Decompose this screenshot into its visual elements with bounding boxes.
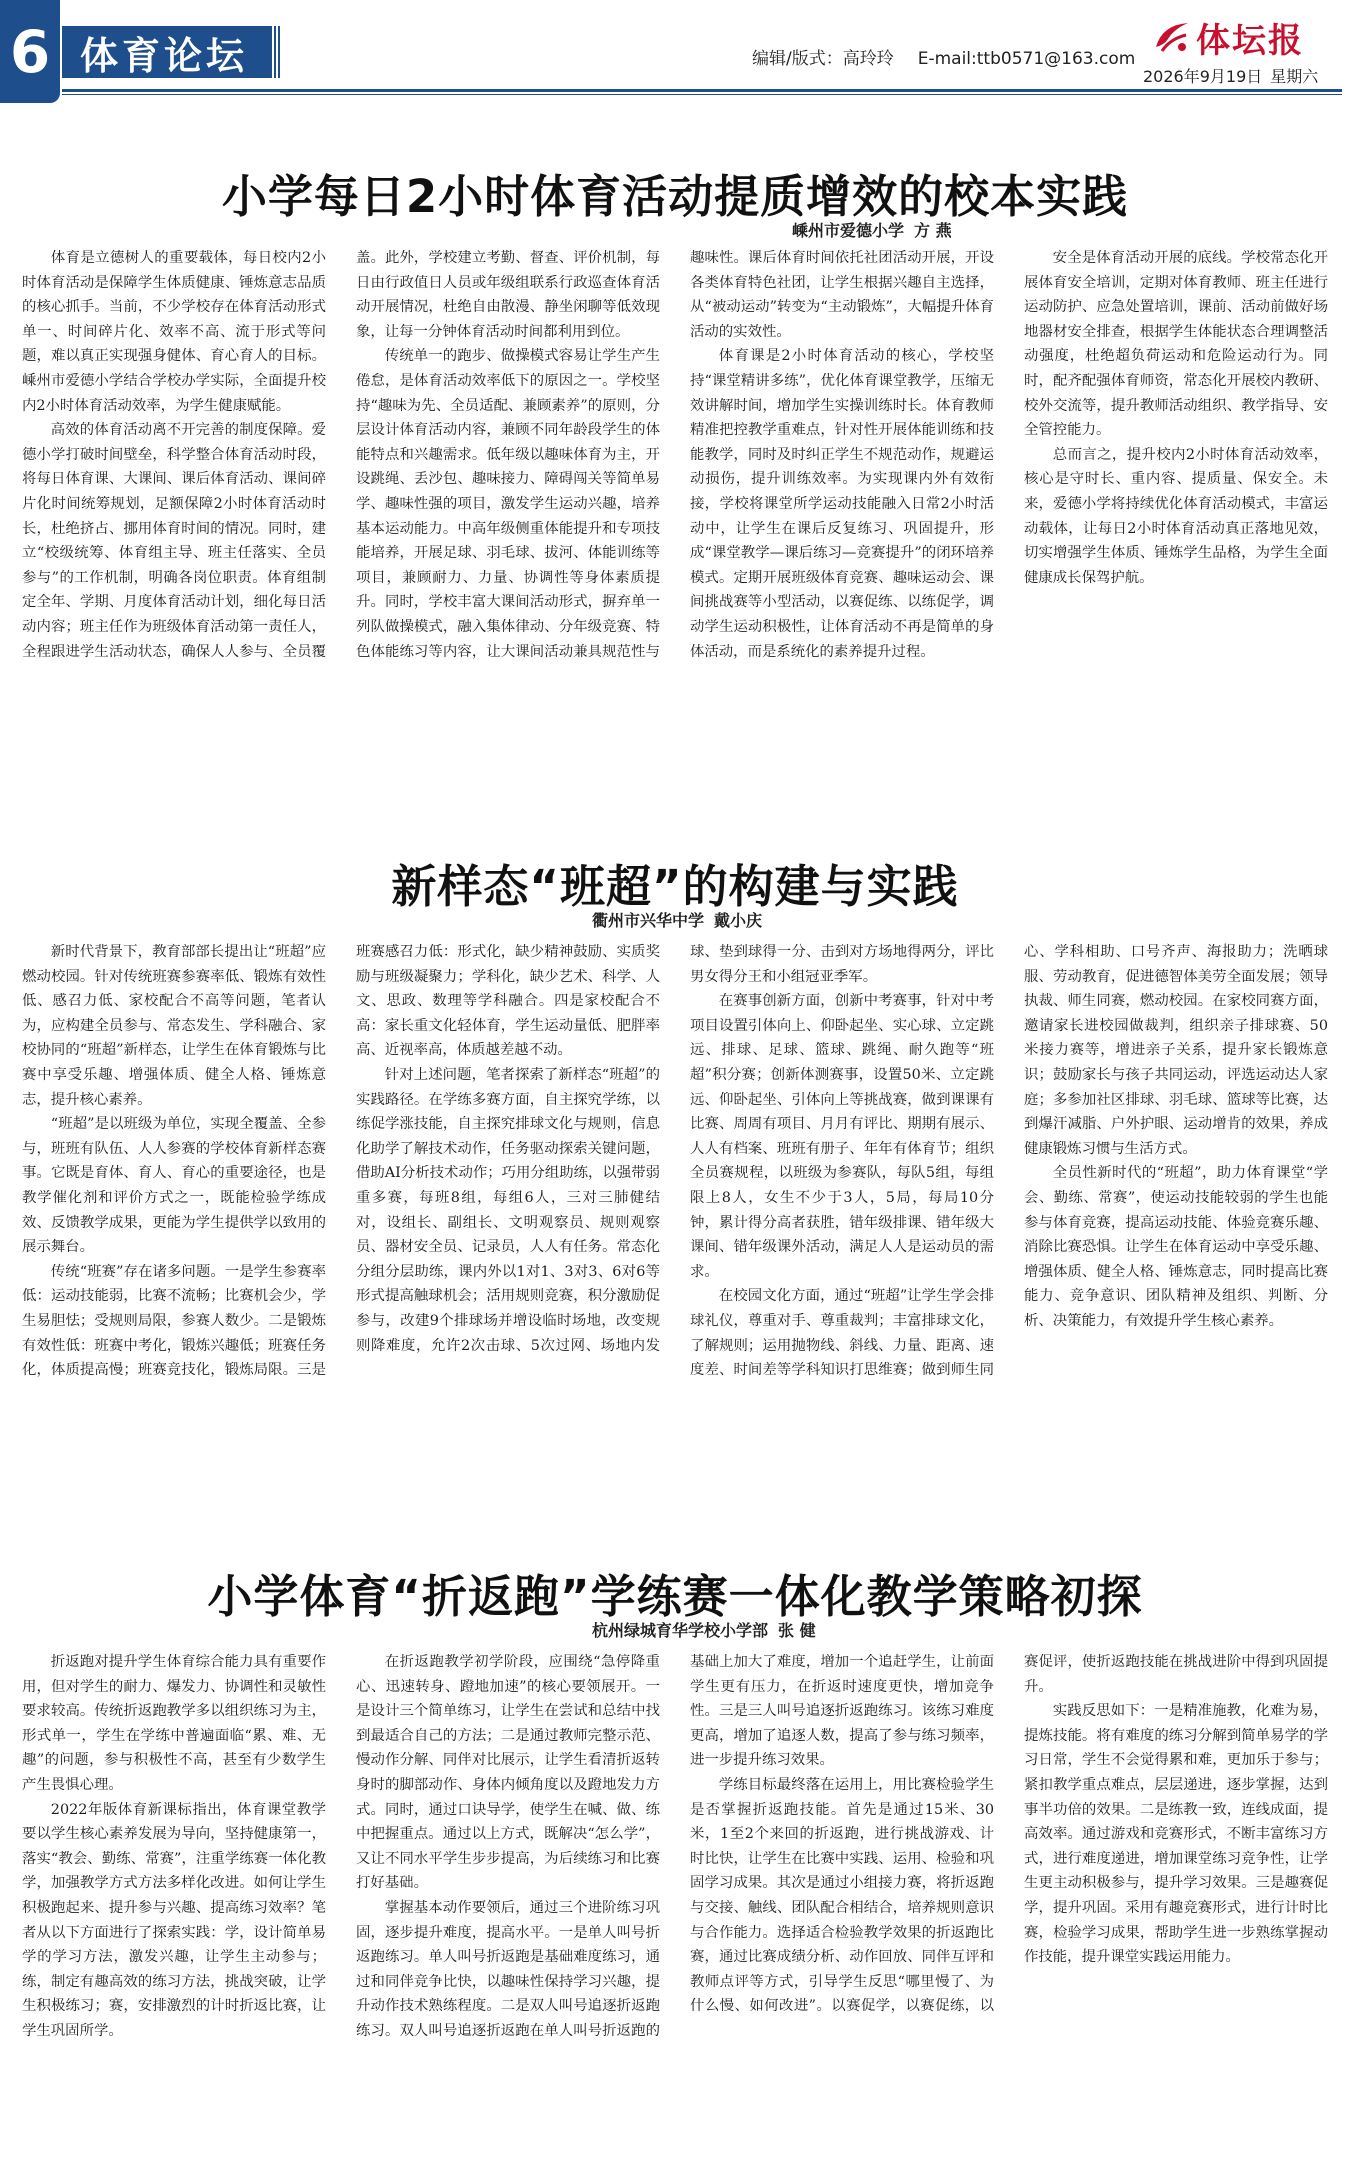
article <box>22 160 1328 760</box>
article-paragraph: 高效的体育活动离不开完善的制度保障。爱德小学打破时间壁垒，科学整合体育活动时段，将每日体育课、大课间、课后体育活动、课间碎片化时间统筹规划，足额保障2小时体育活动时长，杜绝挤占、挪用体育时间的情况。同时，建立“校级统筹、体育组主导、班主任落实、全员参与”的工作机制，明确各岗位职责。体育组制定全年、学期、月度体育活动计划，细化每日活动内容；班主任作为班级体育活动第一责任人，全程跟进学生活动状态，确保人人参与、全员覆盖。此外，学校建立考勤、督查、评价机制，每日由行政值日人员或年级组联系行政巡查体育活动开展情况，杜绝自由散漫、静坐闲聊等低效现象，让每一分钟体育活动时间都利用到位。 <box>22 250 660 660</box>
masthead <box>0 0 1350 103</box>
section-stripes-decoration <box>274 26 282 78</box>
editor-line <box>752 44 1159 69</box>
article-body <box>22 940 1328 1460</box>
page-number-tab: 6 <box>0 0 60 103</box>
article-body <box>22 246 1328 746</box>
article-paragraph: “班超”是以班级为单位，实现全覆盖、全参与，班班有队伍、人人参赛的学校体育新样态赛事。它既是育体、育人、育心的重要途径，也是教学催化剂和评价方式之一，既能检验学练成效、反馈教学成果，更能为学生提供学以致用的展示舞台。 <box>22 1116 326 1256</box>
issue-weekday: 星期六 <box>1270 67 1319 86</box>
article-paragraph: 2022年版体育新课标指出，体育课堂教学要以学生核心素养发展为导向，坚持健康第一，落实“教会、勤练、常赛”，注重学练赛一体化教学，加强教学方式方法多样化改进。如何让学生积极跑起来、提升参与兴趣、提高练习效率？笔者从以下方面进行了探索实践：学，设计简单易学的学习方法，激发兴趣，让学生主动参与；练，制定有趣高效的练习方法，挑战突破，让学生积极练习；赛，安排激烈的计时折返比赛，让学生巩固所学。 <box>22 1801 326 2039</box>
article-paragraph: 折返跑对提升学生体育综合能力具有重要作用，但对学生的耐力、爆发力、协调性和灵敏性要求较高。传统折返跑教学多以组织练习为主，形式单一，学生在学练中普遍面临“累、难、无趣”的问题，参与积极性不高，甚至有少数学生产生畏惧心理。 <box>22 1654 326 1793</box>
article-paragraph: 传统“班赛”存在诸多问题。一是学生参赛率低：运动技能弱，比赛不流畅；比赛机会少，学生易胆怯；受规则局限，参赛人数少。二是锻炼有效性低：班赛中考化，锻炼兴趣低；班赛任务化，体质提高慢；班赛竞技化，锻炼局限。三是班赛感召力低：形式化，缺少精神鼓励、实质奖励与班级凝聚力；学科化，缺少艺术、科学、人文、思政、数理等学科融合。四是家校配合不高：家长重文化轻体育，学生运动量低、肥胖率高、近视率高，体质越差越不动。 <box>22 944 660 1379</box>
article-paragraph: 体育是立德树人的重要载体，每日校内2小时体育活动是保障学生体质健康、锤炼意志品质的核心抓手。当前，不少学校存在体育活动形式单一、时间碎片化、效率不高、流于形式等问题，难以真正实现强身健体、育心育人的目标。嵊州市爱德小学结合学校办学实际，全面提升校内2小时体育活动效率，为学生健康赋能。 <box>22 250 326 414</box>
article-paragraph: 在折返跑教学初学阶段，应围绕“急停降重心、迅速转身、蹬地加速”的核心要领展开。一是设计三个简单练习，让学生在尝试和总结中找到最适合自己的方法；二是通过教师完整示范、慢动作分解、同伴对比展示，让学生看清折返转身时的脚部动作、身体内倾角度以及蹬地发力方式。同时，通过口诀导学，使学生在喊、做、练中把握重点。通过以上方式，既解决“怎么学”，又让不同水平学生步步提高，为后续练习和比赛打好基础。 <box>356 1654 660 1892</box>
article-byline <box>592 1618 826 1641</box>
article-byline <box>792 218 962 241</box>
article <box>22 1560 1328 2150</box>
header-rule-thin <box>62 94 1342 95</box>
article-body <box>22 1650 1328 2130</box>
article-paragraph: 在赛事创新方面，创新中考赛事，针对中考项目设置引体向上、仰卧起坐、实心球、立定跳远、排球、足球、篮球、跳绳、耐久跑等“班超”积分赛；创新体测赛事，设置50米、立定跳远、仰卧起坐、引体向上等挑战赛，做到课课有比赛、周周有项目、月月有评比、期期有展示、人人有档案、班班有册子、年年有体育节；组织全员赛规程，以班级为参赛队，每队5组，每组限上8人，女生不少于3人，5局，每局10分钟，累计得分高者获胜，错年级排课、错年级大课间、错年级课外活动，满足人人是运动员的需求。 <box>690 993 994 1280</box>
article-paragraph: 新时代背景下，教育部部长提出让“班超”应燃动校园。针对传统班赛参赛率低、锻炼有效性低、感召力低、家校配合不高等问题，笔者认为，应构建全员参与、常态发生、学科融合、家校协同的“班超”新样态，让学生在体育锻炼与比赛中享受乐趣、增强体质、健全人格、锤炼意志，提升核心素养。 <box>22 944 326 1108</box>
editor-email: E-mail:ttb0571@163.com <box>917 49 1136 69</box>
byline-author: 戴小庆 <box>714 911 763 930</box>
article-paragraph: 针对上述问题，笔者探索了新样态“班超”的实践路径。在学练多赛方面，自主探究学练，以练促学涨技能，自主探究排球文化与规则，信息化助学了解技术动作，任务驱动探索关键问题，借助AI分析技术动作；巧用分组助练，以强带弱重多赛，每班8组，每组6人，三对三肺健结对，设组长、副组长、文明观察员、规则观察员、器材安全员、记录员，人人有任务。常态化分组分层助练，课内外以1对1、3对3、6对6等形式提高触球机会；活用规则竞赛，积分激励促参与，改建9个排球场并增设临时场地，改变规则降难度，允许2次击球、5次过网、场地内发球、垫到球得一分、击到对方场地得两分，评比男女得分王和小组冠亚季军。 <box>356 944 994 1354</box>
article-paragraph: 实践反思如下：一是精准施教，化难为易，提炼技能。将有难度的练习分解到简单易学的学习日常，学生不会觉得累和难，更加乐于参与；紧扣教学重点难点，层层递进，逐步掌握，达到事半功倍的效果。二是练教一致，连线成面，提高效率。通过游戏和竞赛形式，不断丰富练习方式，进行难度递进，增加课堂练习竞争性，让学生更主动积极参与，提升学习效果。三是趣赛促学，提升巩固。采用有趣竞赛形式，进行计时比赛，检验学习成果，帮助学生进一步熟练掌握动作技能，提升课堂实践运用能力。 <box>1024 1703 1328 1966</box>
newspaper-logo <box>1152 14 1342 60</box>
header-rule <box>62 89 1342 92</box>
article-paragraph: 体育课是2小时体育活动的核心，学校坚持“课堂精讲多练”，优化体育课堂教学，压缩无效讲解时间，增加学生实操训练时长。体育教师精准把控教学重难点，针对性开展体能训练和技能教学，同时及时纠正学生不规范动作，规避运动损伤，提升训练效率。为实现课内外有效衔接，学校将课堂所学运动技能融入日常2小时活动中，让学生在课后反复练习、巩固提升，形成“课堂教学—课后练习—竞赛提升”的闭环培养模式。定期开展班级体育竞赛、趣味运动会、课间挑战赛等小型活动，以赛促练、以练促学，调动学生运动积极性，让体育活动不再是简单的身体活动，而是系统化的素养提升过程。 <box>690 348 994 660</box>
article-paragraph: 掌握基本动作要领后，通过三个进阶练习巩固，逐步提升难度，提高水平。一是单人叫号折返跑练习。单人叫号折返跑是基础难度练习，通过和同伴竞争比快，以趣味性保持学习兴趣，提升动作技术熟练程度。二是双人叫号追逐折返跑练习。双人叫号追逐折返跑在单人叫号折返跑的基础上加大了难度，增加一个追赶学生，让前面学生更有压力，在折返时速度更快，增加竞争性。三是三人叫号追逐折返跑练习。该练习难度更高，增加了追逐人数，提高了参与练习频率，进一步提升练习效果。 <box>356 1654 994 2039</box>
article-title: 小学每日2小时体育活动提质增效的校本实践 <box>221 170 1129 223</box>
section-title: 体育论坛 <box>62 26 272 78</box>
article-title: 小学体育“折返跑”学练赛一体化教学策略初探 <box>207 1570 1143 1623</box>
article-paragraph: 全员性新时代的“班超”，助力体育课堂“学会、勤练、常赛”，使运动技能较弱的学生也能参与体育竞赛，提高运动技能、体验竞赛乐趣、消除比赛恐惧。让学生在体育运动中享受乐趣、增强体质、健全人格、锤炼意志，同时提高比赛能力、竞争意识、团队精神及组织、判断、分析、决策能力，有效提升学生核心素养。 <box>1024 1165 1328 1329</box>
article-title: 新样态“班超”的构建与实践 <box>391 860 959 913</box>
article <box>22 850 1328 1490</box>
byline-school: 杭州绿城育华学校小学部 <box>592 1621 769 1640</box>
article-paragraph: 在校园文化方面，通过“班超”让学生学会排球礼仪，尊重对手、尊重裁判；丰富排球文化，了解规则；运用抛物线、斜线、力量、距离、速度差、时间差等学科知识打思维赛；做到师生同心、学科相助、口号齐声、海报助力；洗晒球服、劳动教育，促进德智体美劳全面发展；领导执裁、师生同赛，燃动校园。在家校同赛方面，邀请家长进校园做裁判，组织亲子排球赛、50米接力赛等，增进亲子关系，提升家长锻炼意识；鼓励家长与孩子共同运动，评选运动达人家庭；多参加社区排球、羽毛球、篮球等比赛，达到爆汗减脂、户外护眼、运动增肯的效果，养成健康锻炼习惯与生活方式。 <box>690 944 1328 1379</box>
editor-credit: 编辑/版式：高玲玲 <box>752 49 894 69</box>
byline-school: 衢州市兴华中学 <box>592 911 705 930</box>
byline-author: 张 健 <box>778 1621 816 1640</box>
article-paragraph: 总而言之，提升校内2小时体育活动效率，核心是守时长、重内容、提质量、保安全。未来，爱德小学将持续优化体育活动模式，丰富运动载体，让每日2小时体育活动真正落地见效，切实增强学生体质、锤炼学生品格，为学生全面健康成长保驾护航。 <box>1024 446 1328 586</box>
article-byline <box>592 908 772 931</box>
logo-swoosh-icon <box>1152 17 1192 57</box>
article-paragraph: 传统单一的跑步、做操模式容易让学生产生倦怠，是体育活动效率低下的原因之一。学校坚持“趣味为先、全员适配、兼顾素养”的原则，分层设计体育活动内容，兼顾不同年龄段学生的体能特点和兴趣需求。低年级以趣味体育为主，开设跳绳、丢沙包、趣味接力、障碍闯关等简单易学、趣味性强的项目，激发学生运动兴趣，培养基本运动能力。中高年级侧重体能提升和专项技能培养，开展足球、羽毛球、拔河、体能训练等项目，兼顾耐力、力量、协调性等身体素质提升。同时，学校丰富大课间活动形式，摒弃单一列队做操模式，融入集体律动、分年级竞赛、特色体能练习等内容，让大课间活动兼具规范性与趣味性。课后体育时间依托社团活动开展，开设各类体育特色社团，让学生根据兴趣自主选择，从“被动运动”转变为“主动锻炼”，大幅提升体育活动的实效性。 <box>356 250 994 660</box>
byline-author: 方 燕 <box>914 221 952 240</box>
newspaper-name: 体坛报 <box>1196 20 1304 61</box>
article-paragraph: 学练目标最终落在运用上，用比赛检验学生是否掌握折返跑技能。首先是通过15米、30米，1至2个来回的折返跑，进行挑战游戏、计时比快，让学生在比赛中实践、运用、检验和巩固学习成果。其次是通过小组接力赛，将折返跑与交接、触线、团队配合相结合，培养规则意识与合作能力。选择适合检验教学效果的折返跑比赛，通过比赛成绩分析、动作回放、同伴互评和教师点评等方式，引导学生反思“哪里慢了、为什么慢、如何改进”。以赛促学，以赛促练，以赛促评，使折返跑技能在挑战进阶中得到巩固提升。 <box>690 1654 1328 2015</box>
byline-school: 嵊州市爱德小学 <box>792 221 905 240</box>
issue-date: 2026年9月19日 <box>1143 67 1263 86</box>
date-line <box>1143 64 1326 87</box>
article-paragraph: 安全是体育活动开展的底线。学校常态化开展体育安全培训，定期对体育教师、班主任进行运动防护、应急处置培训，课前、活动前做好场地器材安全排查，根据学生体能状态合理调整活动强度，杜绝超负荷运动和危险运动行为。同时，配齐配强体育师资，常态化开展校内教研、校外交流等，提升教师活动组织、教学指导、安全管控能力。 <box>1024 250 1328 439</box>
